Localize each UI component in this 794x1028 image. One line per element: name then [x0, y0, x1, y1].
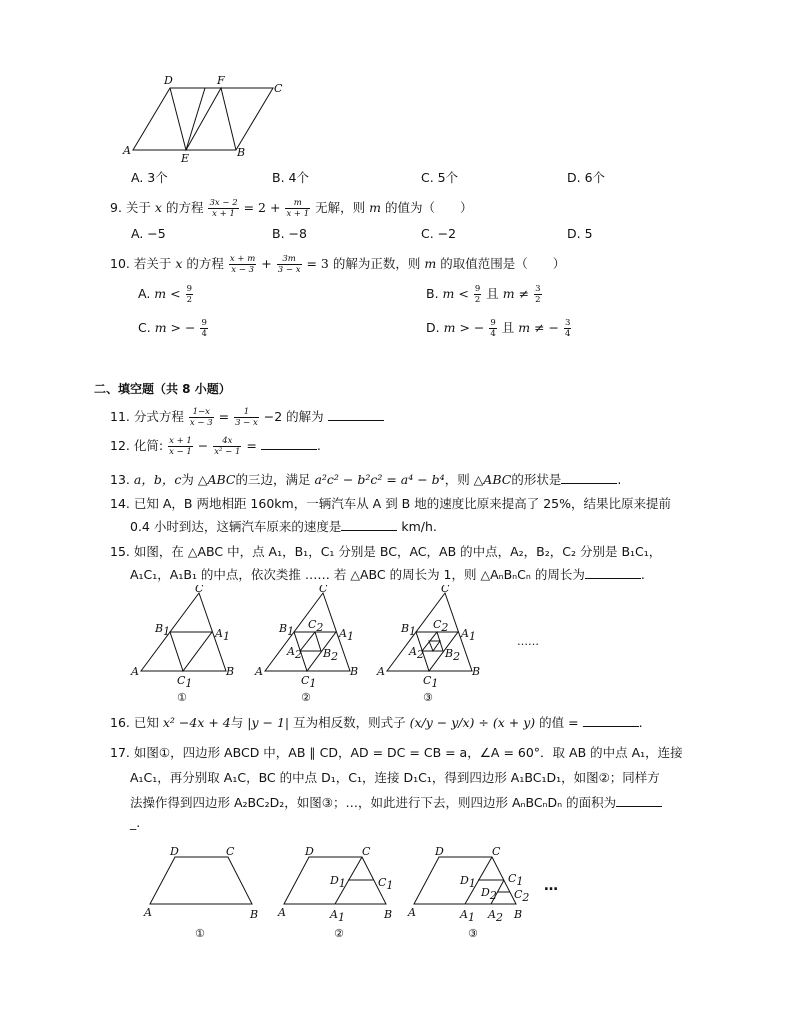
q15-fig3-label-b1: B1 [401, 622, 417, 638]
q17-line-3: 法操作得到四边形 A₂BC₂D₂，如图③；…，如此进行下去，则四边形 AₙBCₙDₙ 的面积为 [130, 793, 662, 811]
q8-option-d: D. 6个 [567, 170, 606, 185]
q10-option-d: D. m > − $\frac{9}{4}$ 且 m ≠ − $\frac{3}{4}$ [426, 318, 571, 339]
q17-trapezoid-figures [140, 842, 580, 942]
q14-line-2: 0.4 小时到达，这辆汽车原来的速度是 km/h. [130, 519, 437, 534]
q17-fig2-label-c1: C1 [378, 876, 394, 892]
q9-option-d: D. 5 [567, 226, 593, 241]
q8-parallelogram-figure [118, 70, 298, 166]
q15-fig1-medial-triangle [170, 632, 212, 671]
q15-fig2-label-c2: C2 [308, 618, 324, 634]
q13-stem: 13. a，b，c为 △ABC的三边，满足 a²c² − b²c² = a⁴ − b⁴，则 △ABC的形状是 . [110, 472, 622, 487]
q8-option-b: B. 4个 [272, 170, 309, 185]
q17-fig2-label-a: A [278, 906, 286, 919]
q17-fig1-label-a: A [144, 906, 152, 919]
q17-line-2: A₁C₁，再分别取 A₁C，BC 的中点 D₁，C₁，连接 D₁C₁，得到四边形 A₁BC₁D₁，如图②；同样方 [130, 770, 660, 785]
q15-fig2-label-b2: B2 [323, 647, 339, 663]
q8-label-e: E [181, 152, 190, 165]
q9-fraction-1: $\frac{3x - 2}{x + 1}$ [209, 198, 238, 219]
q17-fig2-label-d1: D1 [330, 874, 346, 890]
q15-line-1: 15. 如图，在 △ABC 中，点 A₁，B₁，C₁ 分别是 BC，AC，AB 的中点，A₂，B₂，C₂ 分别是 B₁C₁， [110, 544, 662, 559]
q15-fig1-label-b: B [226, 665, 235, 678]
q15-fig3-label-a: A [377, 665, 385, 678]
q17-fig3-label-d2: D2 [481, 886, 497, 902]
q8-label-a: A [123, 144, 131, 157]
q10-number: 10. [110, 256, 130, 271]
q10-stem: 10. 若关于 x 的方程 $\frac{x + m}{x - 3}$ + $\frac{3m}{3 - x}$ = 3 的解为正数，则 m 的取值范围是（ ） [110, 254, 566, 275]
q15-fig1-caption: ① [177, 691, 187, 704]
q9-option-b: B. −8 [272, 226, 307, 241]
q10-fraction-2: $\frac{3m}{3 - x}$ [277, 254, 301, 275]
q14-answer-blank[interactable] [341, 518, 397, 531]
q17-fig3-label-d: D [435, 845, 444, 858]
q15-fig2-label-c1: C1 [301, 674, 317, 690]
q15-fig2-label-b1: B1 [279, 622, 295, 638]
q15-fig3-label-b: B [472, 665, 481, 678]
q17-fig3-label-a: A [408, 906, 416, 919]
q17-fig1-label-b: B [250, 908, 259, 921]
q17-fig3-label-b: B [514, 908, 523, 921]
q12-answer-blank[interactable] [261, 437, 317, 450]
q10-option-b: B. m < $\frac{9}{2}$ 且 m ≠ $\frac{3}{2}$ [426, 284, 541, 305]
q17-fig1-trapezoid [150, 857, 252, 904]
q11-stem: 11. 分式方程 $\frac{1-x}{x - 3}$ = $\frac{1}{3 - x}$ −2 的解为 [110, 407, 384, 428]
q15-fig1-label-a1: A1 [215, 627, 230, 643]
q17-fig3-label-a2: A2 [488, 908, 503, 924]
q9-number: 9. [110, 200, 122, 215]
q17-fig3-label-c1: C1 [508, 872, 524, 888]
q15-triangle-figures [125, 585, 555, 705]
q17-fig2-label-c: C [362, 845, 371, 858]
q8-zigzag [170, 88, 236, 150]
q15-fig3-label-c: C [441, 585, 450, 595]
q15-fig2-caption: ② [301, 691, 311, 704]
q15-fig3-label-a2: A2 [409, 645, 424, 661]
q15-line-2: A₁C₁，A₁B₁ 的中点，依次类推 …… 若 △ABC 的周长为 1，则 △AₙBₙCₙ 的周长为 . [130, 567, 645, 582]
q17-fig2-caption: ② [334, 927, 344, 940]
q8-segment-fe [186, 88, 205, 150]
q8-label-f: F [217, 74, 225, 87]
q17-fig3-label-c2: C2 [514, 888, 530, 904]
q15-fig3-caption: ③ [423, 691, 433, 704]
q9-option-c: C. −2 [421, 226, 457, 241]
q17-fig2-label-d: D [305, 845, 314, 858]
section-2-title: 二、填空题（共 8 小题） [94, 382, 231, 396]
q15-fig1-label-c1: C1 [177, 674, 193, 690]
q9-fraction-2: $\frac{m}{x + 1}$ [286, 198, 310, 219]
q17-continuation-dots: … [544, 878, 558, 894]
q10-fraction-1: $\frac{x + m}{x - 3}$ [229, 254, 256, 275]
q15-fig1-label-b1: B1 [155, 622, 171, 638]
q8-option-c: C. 5个 [421, 170, 459, 185]
q11-answer-blank[interactable] [328, 408, 384, 421]
q17-line-4: _. [130, 815, 141, 830]
q15-fig1-label-c: C [195, 585, 204, 595]
q15-fig2-label-c: C [319, 585, 328, 595]
q9-option-a: A. −5 [131, 226, 166, 241]
q15-fig3-label-c1: C1 [423, 674, 439, 690]
q17-fig3-caption: ③ [468, 927, 478, 940]
q15-fig2-label-a: A [255, 665, 263, 678]
q17-fig3-label-d1: D1 [460, 874, 476, 890]
q16-answer-blank[interactable] [583, 714, 639, 727]
q17-fig1-label-c: C [226, 845, 235, 858]
q15-fig2-label-a2: A2 [287, 645, 302, 661]
q17-fig1-caption: ① [195, 927, 205, 940]
q15-answer-blank[interactable] [585, 566, 641, 579]
q12-stem: 12. 化简: $\frac{x + 1}{x - 1}$ − $\frac{4x}{\text{x² − 1}}$ = . [110, 436, 321, 457]
q9-stem: 9. 关于 x 的方程 $\frac{3x - 2}{x + 1}$ = 2 + $\frac{m}{x + 1}$ 无解，则 m 的值为（ ） [110, 198, 473, 219]
q8-label-b: B [237, 146, 246, 159]
q17-fig2-label-a1: A1 [330, 908, 345, 924]
q17-fig3-label-c: C [492, 845, 501, 858]
q10-option-c: C. m > − $\frac{9}{4}$ [138, 318, 207, 339]
q17-answer-blank[interactable] [616, 794, 662, 807]
q15-fig2-inner-triangle [300, 632, 321, 651]
q8-label-c: C [274, 82, 283, 95]
q17-fig2-label-b: B [384, 908, 393, 921]
q15-fig2-label-a1: A1 [339, 627, 354, 643]
q16-stem: 16. 已知 x² −4x + 4与 |y − 1| 互为相反数，则式子 (x/y − y/x) ÷ (x + y) 的值 = . [110, 715, 643, 730]
q15-fig2-label-b: B [350, 665, 359, 678]
q17-fig3-label-a1: A1 [460, 908, 475, 924]
q14-line-1: 14. 已知 A，B 两地相距 160km，一辆汽车从 A 到 B 地的速度比原来提高了 25%，结果比原来提前 [110, 496, 671, 511]
q15-fig3-label-c2: C2 [433, 618, 449, 634]
q15-fig3-innermost-triangle [429, 641, 440, 651]
q8-option-a: A. 3个 [131, 170, 168, 185]
q15-fig3-label-b2: B2 [445, 647, 461, 663]
q17-fig1-label-d: D [170, 845, 179, 858]
q10-option-a: A. m < $\frac{9}{2}$ [138, 284, 193, 305]
q8-label-d: D [164, 74, 173, 87]
q15-fig1-label-a: A [131, 665, 139, 678]
q15-fig3-label-a1: A1 [461, 627, 476, 643]
q13-answer-blank[interactable] [561, 471, 617, 484]
q17-line-1: 17. 如图①，四边形 ABCD 中，AB ∥ CD，AD = DC = CB = a，∠A = 60°．取 AB 的中点 A₁，连接 [110, 745, 683, 760]
q15-continuation-dots: …… [517, 635, 539, 648]
